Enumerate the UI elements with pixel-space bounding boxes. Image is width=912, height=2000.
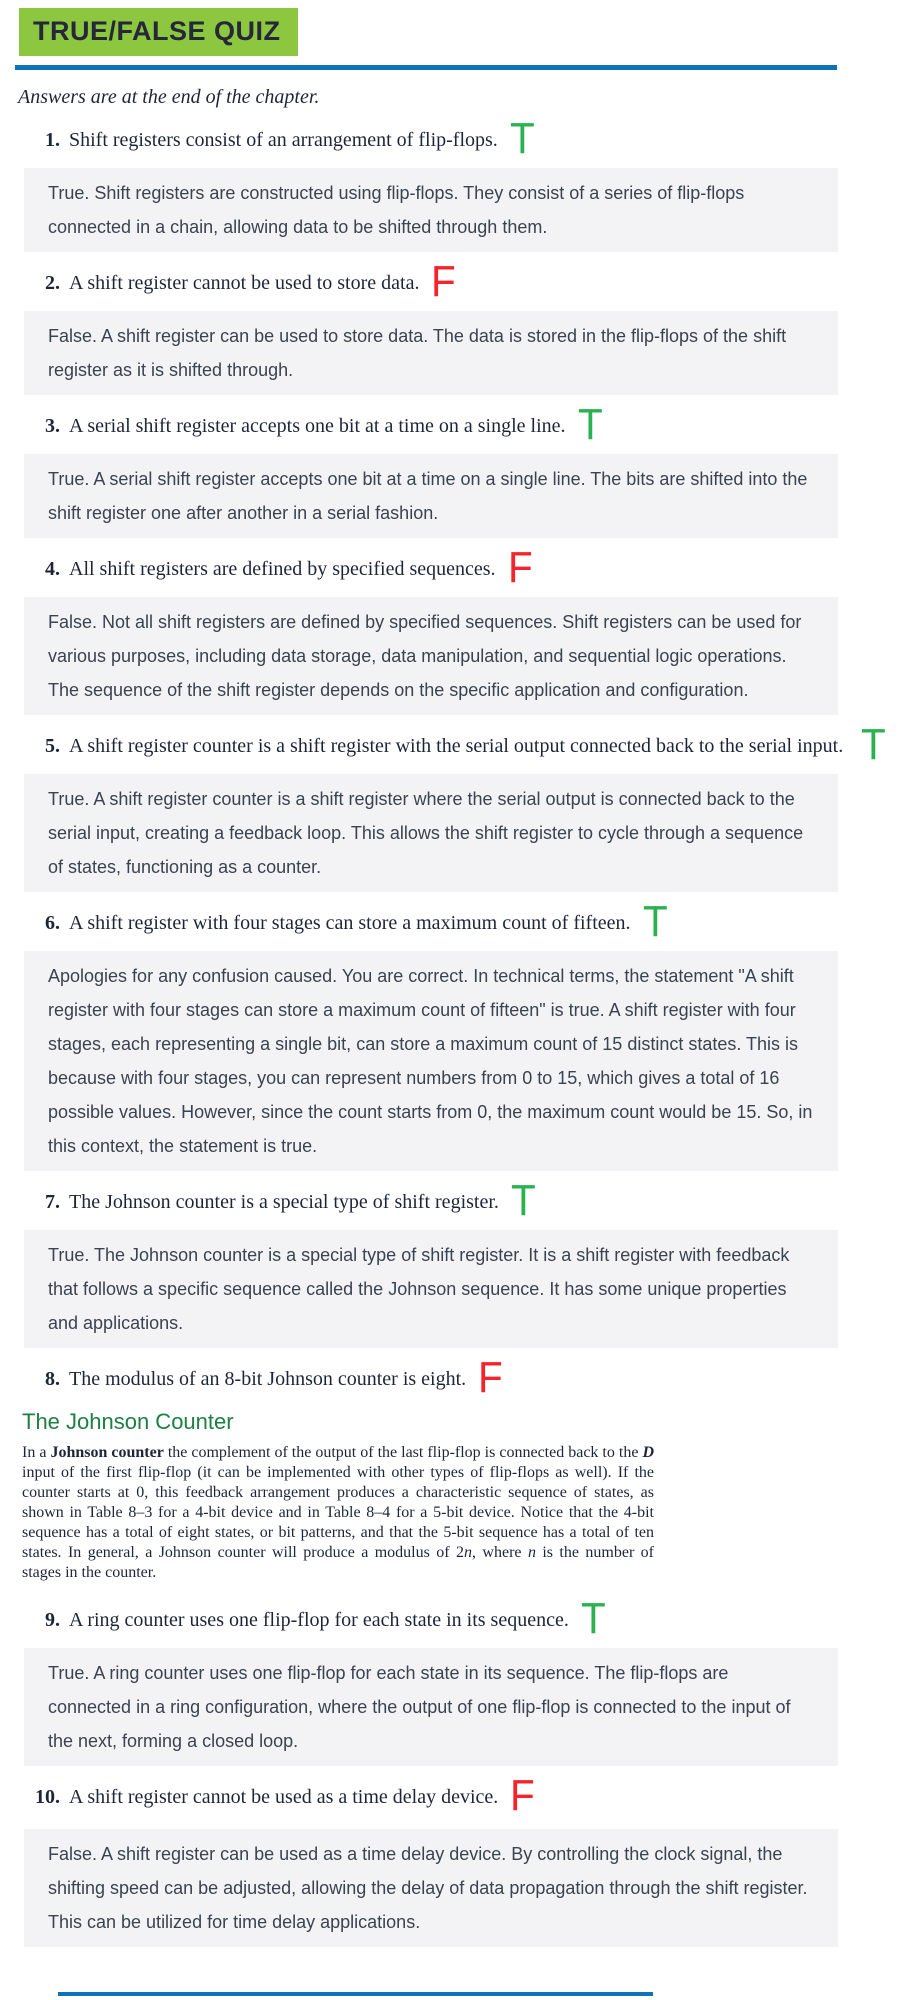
answer-mark-false: F xyxy=(431,257,457,306)
answer-mark-false: F xyxy=(478,1353,503,1402)
answer-box-6 xyxy=(24,951,838,1171)
question-6 xyxy=(26,897,892,946)
question-number: 10. xyxy=(35,1786,60,1808)
question-text: A ring counter uses one flip-flop for each state in its sequence. xyxy=(69,1609,569,1631)
answer-mark-true: T xyxy=(580,1594,606,1643)
answer-text: True. A shift register counter is a shift register where the serial output is connected back to the serial input, creating a feedback loop. This allows the shift register to cycle through a sequence of states, functioning as a counter. xyxy=(48,789,804,877)
question-2 xyxy=(26,257,892,306)
answer-mark-false: F xyxy=(507,543,533,592)
question-text: The Johnson counter is a special type of shift register. xyxy=(69,1191,499,1213)
top-divider xyxy=(15,65,837,70)
answer-text: True. Shift registers are constructed using flip-flops. They consist of a series of flip-flops connected in a chain, allowing data to be shifted through them. xyxy=(48,183,745,237)
question-text: A shift register with four stages can store a maximum count of fifteen. xyxy=(69,912,631,934)
answer-box-2 xyxy=(24,311,838,395)
question-number: 9. xyxy=(45,1609,60,1631)
answer-mark-true: T xyxy=(510,1176,536,1225)
answer-box-10 xyxy=(24,1829,838,1947)
answer-mark-true: T xyxy=(642,897,668,946)
question-text: A shift register cannot be used to store data. xyxy=(69,272,420,294)
answer-text: False. A shift register can be used to store data. The data is stored in the flip-flops of the shift register as it is shifted through. xyxy=(48,326,787,380)
answer-mark-true: T xyxy=(861,720,886,769)
answer-mark-true: T xyxy=(577,400,603,449)
question-1 xyxy=(26,114,892,163)
page-title: TRUE/FALSE QUIZ xyxy=(19,8,298,56)
question-text: All shift registers are defined by specified sequences. xyxy=(69,558,496,580)
question-text: A shift register cannot be used as a time delay device. xyxy=(69,1786,499,1808)
answer-box-7 xyxy=(24,1230,838,1348)
answer-text: False. Not all shift registers are defined by specified sequences. Shift registers can be used for various purposes, including data storage, data manipulation, and sequential logic operations. The sequence of the shift register depends on the specific application and configuration. xyxy=(48,612,802,700)
question-10 xyxy=(26,1771,892,1820)
question-text: The modulus of an 8-bit Johnson counter is eight. xyxy=(69,1368,467,1390)
answer-mark-false: F xyxy=(510,1771,536,1820)
question-text: Shift registers consist of an arrangement of flip-flops. xyxy=(69,129,498,151)
answer-box-5 xyxy=(24,774,838,892)
question-5 xyxy=(26,720,892,769)
question-number: 8. xyxy=(45,1368,60,1390)
question-number: 2. xyxy=(45,272,60,294)
question-3 xyxy=(26,400,892,449)
question-8 xyxy=(26,1353,892,1402)
question-7 xyxy=(26,1176,892,1225)
answer-text: True. A ring counter uses one flip-flop for each state in its sequence. The flip-flops are connected in a ring configuration, where the output of one flip-flop is connected to the input of the next, forming a closed loop. xyxy=(48,1663,791,1751)
answers-note: Answers are at the end of the chapter. xyxy=(18,86,320,108)
answer-box-4 xyxy=(24,597,838,715)
question-number: 6. xyxy=(45,912,60,934)
question-number: 4. xyxy=(45,558,60,580)
bottom-divider xyxy=(58,1992,653,1996)
question-9 xyxy=(26,1594,892,1643)
answer-mark-true: T xyxy=(509,114,535,163)
answer-text: True. The Johnson counter is a special type of shift register. It is a shift register with feedback that follows a specific sequence called the Johnson sequence. It has some unique properties and applications. xyxy=(48,1245,790,1333)
answer-box-3 xyxy=(24,454,838,538)
johnson-counter-heading: The Johnson Counter xyxy=(22,1409,234,1434)
answer-text: True. A serial shift register accepts one bit at a time on a single line. The bits are shifted into the shift register one after another in a serial fashion. xyxy=(48,469,808,523)
answer-text: Apologies for any confusion caused. You are correct. In technical terms, the statement "A shift register with four stages can store a maximum count of fifteen" is true. A shift register with four stages, each representing a single bit, can store a maximum count of 15 distinct states. This is because with four stages, you can represent numbers from 0 to 15, which gives a total of 16 possible values. However, since the count starts from 0, the maximum count would be 15. So, in this context, the statement is true. xyxy=(48,966,813,1156)
question-text: A serial shift register accepts one bit at a time on a single line. xyxy=(69,415,566,437)
question-number: 1. xyxy=(45,129,60,151)
question-number: 7. xyxy=(45,1191,60,1213)
question-number: 5. xyxy=(45,735,60,757)
johnson-counter-paragraph: In a Johnson counter the complement of the output of the last flip-flop is connected back to the D input of the first flip-flop (it can be implemented with other types of flip-flops as well). If the counter starts at 0, this feedback arrangement produces a characteristic sequence of states, as shown in Table 8–3 for a 4-bit device and in Table 8–4 for a 5-bit device. Notice that the 4-bit sequence has a total of eight states, or bit patterns, and that the 5-bit sequence has a total of ten states. In general, a Johnson counter will produce a modulus of 2n, where n is the number of stages in the counter. xyxy=(22,1444,655,1581)
answer-box-1 xyxy=(24,168,838,252)
question-number: 3. xyxy=(45,415,60,437)
question-4 xyxy=(26,543,892,592)
answer-text: False. A shift register can be used as a time delay device. By controlling the clock signal, the shifting speed can be adjusted, allowing the delay of data propagation through the shift register. This can be utilized for time delay applications. xyxy=(48,1844,808,1932)
question-text: A shift register counter is a shift register with the serial output connected back to the serial input. xyxy=(69,735,844,757)
answer-box-9 xyxy=(24,1648,838,1766)
